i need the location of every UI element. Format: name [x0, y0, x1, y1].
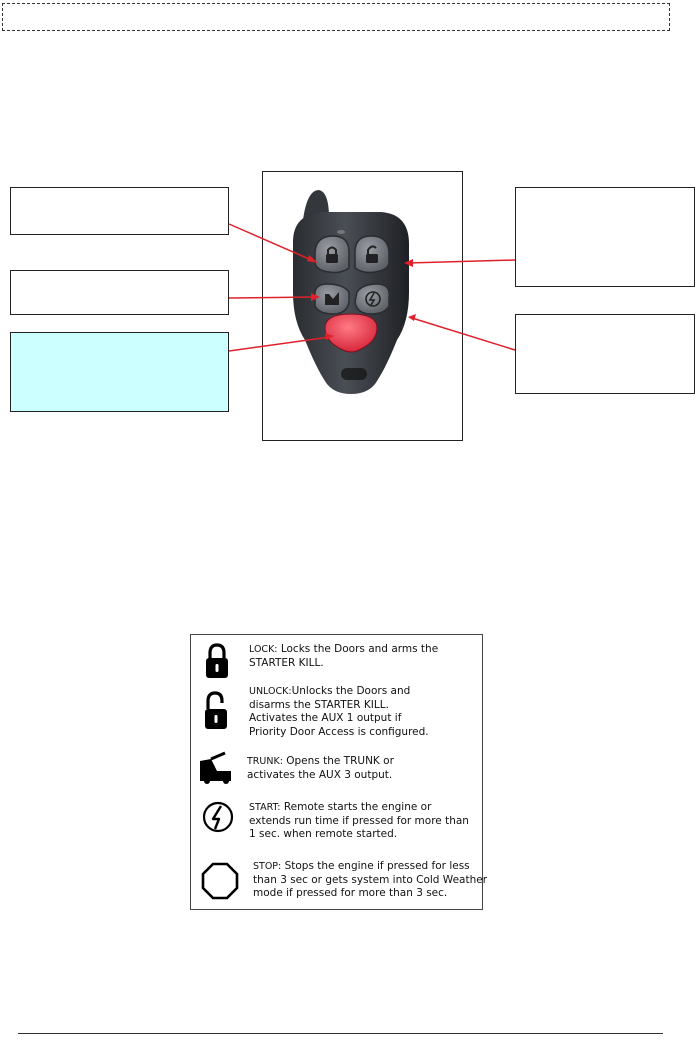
- legend-stop-line-1: Stops the engine if pressed for less: [284, 860, 470, 872]
- trunk-icon: [197, 751, 237, 785]
- footer-rule: [18, 1033, 663, 1034]
- leader-unlock: [408, 260, 515, 263]
- legend-lock-line-2: STARTER KILL.: [249, 656, 324, 669]
- legend-stop-key: STOP:: [253, 861, 282, 872]
- legend-unlock-line-2: disarms the STARTER KILL.: [249, 698, 389, 711]
- legend-unlock-key: UNLOCK:: [249, 686, 292, 697]
- legend-start-line-1: Remote starts the engine or: [283, 801, 432, 813]
- lightning-bolt-icon: [201, 799, 237, 835]
- lock-closed-icon: [203, 641, 231, 681]
- leader-stop-arrow: [325, 333, 334, 340]
- leader-trunk: [229, 297, 316, 298]
- octagon-stop-icon: [201, 861, 241, 901]
- legend-stop-line-2: than 3 sec or gets system into Cold Weather: [253, 873, 488, 886]
- legend-start-key: START:: [249, 802, 281, 813]
- leader-unlock-arrow: [404, 259, 413, 267]
- leader-lock: [229, 224, 316, 262]
- button-legend: [190, 634, 488, 910]
- legend-start-line-2: extends run time if pressed for more than: [249, 814, 469, 827]
- legend-stop-line-3: mode if pressed for more than 3 sec.: [253, 887, 448, 899]
- legend-lock-line-1: Locks the Doors and arms the: [280, 643, 439, 655]
- leader-stop: [229, 337, 330, 351]
- legend-unlock-line-4: Priority Door Access is configured.: [249, 725, 429, 738]
- legend-unlock-line-3: Activates the AUX 1 output if: [249, 712, 402, 724]
- leader-lock-arrow: [307, 255, 318, 263]
- legend-trunk-line-1: Opens the TRUNK or: [286, 755, 394, 767]
- legend-lock-key: LOCK:: [249, 644, 278, 655]
- legend-trunk-key: TRUNK:: [247, 756, 283, 767]
- legend-trunk-line-2: activates the AUX 3 output.: [247, 768, 393, 781]
- leader-start-arrow: [408, 314, 416, 321]
- legend-unlock-line-1: Unlocks the Doors and: [291, 685, 411, 697]
- leader-trunk-arrow: [311, 293, 320, 301]
- lock-open-icon: [201, 689, 231, 735]
- leader-start: [412, 318, 515, 350]
- legend-start-line-3: 1 sec. when remote started.: [249, 828, 398, 840]
